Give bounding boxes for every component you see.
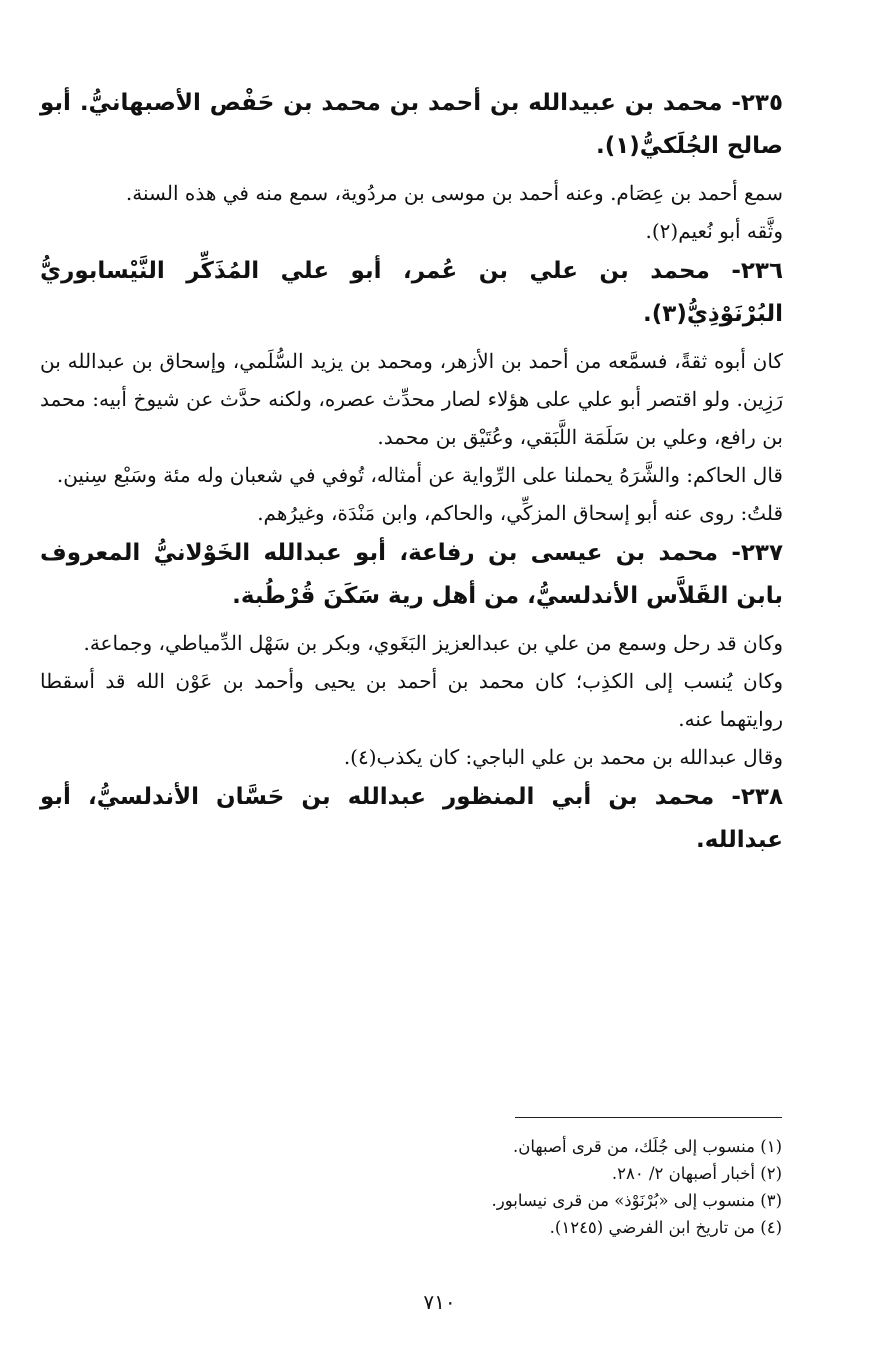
footnote-divider bbox=[515, 1117, 782, 1118]
footnote-2: (٢) أخبار أصبهان ٢/ ٢٨٠. bbox=[611, 1164, 782, 1183]
page-number: ٧١٠ bbox=[423, 1290, 456, 1314]
paragraph: وكان قد رحل وسمع من علي بن عبدالعزيز البَغَوي، وبكر بن سَهْل الدِّمياطي، وجماعة. bbox=[83, 631, 783, 655]
footnote-4: (٤) من تاريخ ابن الفرضي (١٢٤٥). bbox=[549, 1218, 782, 1237]
paragraph: وكان يُنسب إلى الكذِب؛ كان محمد بن أحمد بن يحيى وأحمد بن عَوْن الله قد أسقطا روايتهما عنه. bbox=[40, 669, 783, 731]
paragraph: وقال عبدالله بن محمد بن علي الباجي: كان يكذب(٤). bbox=[343, 745, 783, 769]
entry-heading-237: ٢٣٧- محمد بن عيسى بن رفاعة، أبو عبدالله الخَوْلانيُّ المعروف بابن القَلاَّس الأندلسيُّ، من أهل رية سَكَنَ قُرْطُبة. bbox=[40, 540, 783, 609]
footnotes bbox=[40, 1133, 782, 1241]
entry-heading-238: ٢٣٨- محمد بن أبي المنظور عبدالله بن حَسَّان الأندلسيُّ، أبو عبدالله. bbox=[40, 784, 783, 853]
entry-heading-235: ٢٣٥- محمد بن عبيدالله بن أحمد بن محمد بن حَفْص الأصبهانيُّ. أبو صالح الجُلَكيُّ(١). bbox=[40, 90, 783, 159]
footnote-3: (٣) منسوب إلى «بُرْنَوْذ» من قرى نيسابور. bbox=[491, 1191, 782, 1210]
main-text bbox=[40, 82, 783, 862]
paragraph: قلتُ: روى عنه أبو إسحاق المزكِّي، والحاكم، وابن مَنْدَة، وغيرُهم. bbox=[257, 501, 783, 525]
paragraph: كان أبوه ثقةً، فسمَّعه من أحمد بن الأزهر، ومحمد بن يزيد السُّلَمي، وإسحاق بن عبدالله بن رَزِين. ولو اقتصر أبو علي على هؤلاء لصار محدِّث عصره، ولكنه حدَّث عن شيوخ أبيه: محمد بن رافع، وعلي بن سَلَمَة اللَّبَقي، وعُتَيْق بن محمد. bbox=[40, 349, 783, 449]
paragraph: وثَّقه أبو نُعيم(٢). bbox=[645, 219, 783, 243]
entry-heading-236: ٢٣٦- محمد بن علي بن عُمر، أبو علي المُذَكِّر النَّيْسابوريُّ البُرْنَوْذِيُّ(٣). bbox=[40, 258, 783, 327]
footnote-1: (١) منسوب إلى جُلَك، من قرى أصبهان. bbox=[513, 1137, 782, 1156]
paragraph: قال الحاكم: والشَّرَهُ يحملنا على الرِّواية عن أمثاله، تُوفي في شعبان وله مئة وسَبْع سِنين. bbox=[56, 463, 783, 487]
paragraph: سمع أحمد بن عِصَام. وعنه أحمد بن موسى بن مردُوية، سمع منه في هذه السنة. bbox=[125, 181, 783, 205]
